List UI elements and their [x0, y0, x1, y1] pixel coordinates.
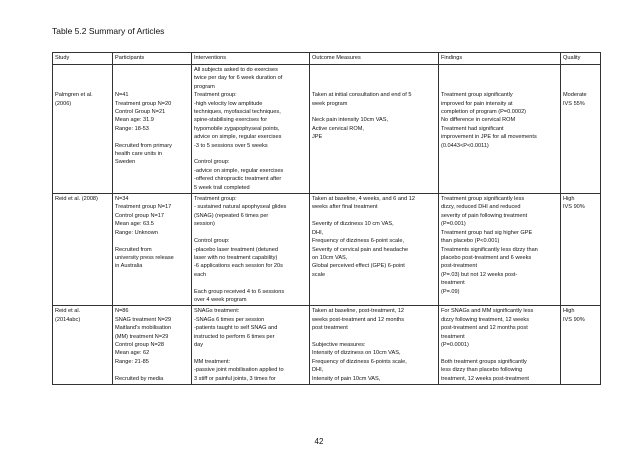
page-number: 42 [314, 437, 324, 446]
cell-text-line: No difference in cervical ROM [441, 117, 516, 124]
cell-text-line [194, 349, 307, 357]
cell-text-line: Control Group N=21 [115, 108, 166, 115]
cell-text-line: advice on simple, regular exercises [194, 134, 282, 141]
cell-text-line: hypomobile zygapophyseal points, [194, 125, 280, 132]
cell-text-line: Palmgren et al. [55, 92, 93, 99]
cell-text-line: SNAG treatment N=29 [115, 316, 172, 323]
column-header-interventions: Interventions [192, 53, 310, 65]
cell-text-line: Treatment group significantly less [441, 196, 525, 203]
cell-text-line: Severity of dizziness 10 cm VAS, [312, 221, 394, 228]
table-cell-findings [439, 65, 561, 194]
table-cell-quality [561, 65, 601, 194]
cell-text-line [115, 66, 189, 74]
cell-text-line: Treatment group: [194, 196, 237, 203]
cell-text-line: post treatment [312, 325, 348, 332]
cell-text-line: in Australia [115, 263, 143, 270]
cell-text-line: For SNAGs and MM significantly less [441, 308, 534, 315]
cell-text-line: (0.0443<P<0.0011) [441, 142, 489, 149]
cell-text-line [563, 83, 598, 91]
cell-text-line: scale [312, 271, 326, 278]
cell-text-line: Frequency of dizziness 6-point scale, [312, 238, 405, 245]
cell-text-line: -placebo laser treatment (detuned [194, 246, 278, 253]
column-header-outcome-measures: Outcome Measures [310, 53, 439, 65]
cell-text-line: Control group N=17 [115, 212, 164, 219]
cell-text-line: each [194, 271, 207, 278]
cell-text-line: IVS 90% [563, 204, 585, 211]
cell-text-line: High [563, 308, 575, 315]
table-cell-outcomes [310, 194, 439, 306]
column-header-findings: Findings [439, 53, 561, 65]
table-cell-interventions [192, 306, 310, 385]
cell-text-line: JPE [312, 134, 323, 141]
cell-text-line: Range: 21-85 [115, 358, 149, 365]
cell-text-line: dizzy, reduced DHI and reduced [441, 204, 521, 211]
cell-text-line: Treatments significantly less dizzy than [441, 246, 538, 253]
cell-text-line: over 4 week program [194, 296, 247, 303]
cell-text-line: Moderate [563, 92, 587, 99]
cell-text-line: health care units in [115, 151, 162, 157]
table-cell-participants [113, 65, 192, 194]
cell-text-line: Each group received 4 to 6 sessions [194, 288, 285, 295]
cell-text-line [115, 237, 189, 245]
cell-text-line: Recruited from [115, 246, 152, 253]
cell-text-line: improvement in JPE for all movements [441, 134, 537, 141]
cell-text-line: week program [312, 100, 348, 107]
cell-text-line: Range: Unknown [115, 229, 158, 236]
cell-text-line: (P=.03) but not 12 weeks post- [441, 271, 518, 278]
cell-text-line: SNAGs treatment: [194, 308, 240, 315]
cell-text-line: Treatment group significantly [441, 92, 513, 99]
cell-text-line: DHI, [312, 229, 324, 236]
cell-text-line [115, 366, 189, 374]
cell-text-line: MM treatment: [194, 358, 231, 365]
table-cell-quality [561, 306, 601, 385]
cell-text-line: Control group: [194, 159, 230, 166]
cell-text-line: (MM) treatment N=29 [115, 333, 169, 340]
cell-text-line: Taken at baseline, post-treatment, 12 [312, 308, 405, 315]
cell-text-line: post-treatment [441, 263, 478, 270]
cell-text-line: (SNAG) (repeated 6 times per [194, 212, 269, 219]
table-cell-outcomes [310, 306, 439, 385]
cell-text-line: (2014abc) [55, 316, 81, 323]
cell-text-line: Treatment group had sig higher GPE [441, 229, 533, 236]
cell-text-line [194, 279, 307, 287]
cell-text-line: than placebo (P<0.001) [441, 238, 500, 245]
cell-text-line: instructed to perform 6 times per [194, 333, 275, 340]
cell-text-line [55, 66, 110, 74]
cell-text-line: improved for pain intensity at [441, 100, 513, 107]
cell-text-line [312, 333, 436, 341]
cell-text-line: -passive joint mobilisation applied to [194, 367, 284, 374]
cell-text-line: Both treatment groups significantly [441, 358, 527, 365]
cell-text-line: 3 stiff or painful joints, 3 times for [194, 375, 276, 382]
cell-text-line: dizzy following treatment, 12 weeks [441, 316, 529, 323]
cell-text-line [194, 150, 307, 158]
cell-text-line: 5 week trail completed [194, 184, 250, 191]
cell-text-line: -advice on simple, regular exercises [194, 167, 284, 174]
cell-text-line: university press release [115, 254, 174, 261]
cell-text-line: Treatment group N=20 [115, 100, 172, 107]
table-cell-participants [113, 194, 192, 306]
cell-text-line: Recruited from primary [115, 142, 172, 149]
cell-text-line: -high velocity low amplitude [194, 100, 263, 107]
table-cell-study [53, 194, 113, 306]
cell-text-line: day [194, 341, 204, 348]
table-cell-participants [113, 306, 192, 385]
cell-text-line: Severity of cervical pain and headache [312, 246, 409, 253]
cell-text-line [563, 66, 598, 74]
cell-text-line: Global perceived effect (GPE) 6-point [312, 263, 405, 270]
cell-text-line: treatment [441, 333, 465, 340]
table-cell-findings [439, 194, 561, 306]
cell-text-line: Taken at initial consultation and end of 5 [312, 92, 412, 99]
cell-text-line: N=34 [115, 196, 129, 203]
table-header-row [53, 53, 601, 65]
cell-text-line: post-treatment and 12 months post [441, 325, 528, 332]
cell-text-line [312, 212, 436, 220]
cell-text-line: N=86 [115, 308, 129, 315]
cell-text-line: (P=0.0001) [441, 341, 469, 348]
cell-text-line: (2006) [55, 100, 72, 107]
cell-text-line: weeks after final treatment [312, 204, 378, 211]
cell-text-line: Intensity of pain 10cm VAS, [312, 375, 381, 382]
cell-text-line: Reid et al. [55, 308, 81, 315]
cell-text-line: Treatment group: [194, 92, 237, 99]
cell-text-line [194, 229, 307, 237]
cell-text-line: session) [194, 221, 215, 228]
cell-text-line: Frequency of dizziness 6-points scale, [312, 358, 407, 365]
cell-text-line: Subjective measures: [312, 341, 366, 348]
cell-text-line: Treatment had significant [441, 125, 504, 132]
cell-text-line [55, 74, 110, 82]
cell-text-line [441, 66, 558, 74]
table-row [53, 65, 601, 194]
cell-text-line: Sweden [115, 159, 136, 166]
cell-text-line: All subjects asked to do exercises [194, 67, 278, 73]
cell-text-line: placebo post-treatment and 6 weeks [441, 254, 532, 261]
cell-text-line: (P=0.001) [441, 221, 466, 228]
cell-text-line: - sustained natural apophyseal glides [194, 204, 287, 211]
cell-text-line [115, 133, 189, 141]
column-header-participants: Participants [113, 53, 192, 65]
cell-text-line [441, 74, 558, 82]
table-row [53, 194, 601, 306]
cell-text-line: Active cervical ROM, [312, 125, 364, 132]
cell-text-line: Treatment group N=17 [115, 204, 172, 211]
cell-text-line [441, 349, 558, 357]
cell-text-line: -patients taught to self SNAG and [194, 325, 278, 332]
table-cell-outcomes [310, 65, 439, 194]
cell-text-line: less dizzy than placebo following [441, 367, 523, 374]
cell-text-line: twice per day for 6 week duration of [194, 75, 283, 82]
cell-text-line: severity of pain following treatment [441, 212, 528, 219]
cell-text-line: techniques, myofascial techniques, [194, 109, 281, 116]
cell-text-line: Mean age: 31.9 [115, 117, 154, 124]
cell-text-line [115, 83, 189, 91]
column-header-quality: Quality [561, 53, 601, 65]
cell-text-line: Mean age: 63.5 [115, 221, 154, 228]
cell-text-line: treatment, 12 weeks post-treatment [441, 375, 529, 382]
cell-text-line: High [563, 196, 575, 203]
cell-text-line: IVS 90% [563, 316, 585, 323]
cell-text-line: Control group N=28 [115, 341, 164, 348]
cell-text-line: (P=.09) [441, 288, 460, 295]
cell-text-line: Recruited by media [115, 375, 164, 382]
cell-text-line: Range: 18-53 [115, 125, 149, 132]
cell-text-line: Reid et al. (2008) [55, 196, 98, 203]
cell-text-line [312, 108, 436, 116]
table-row [53, 306, 601, 385]
cell-text-line: program [194, 83, 215, 90]
cell-text-line: weeks post-treatment and 12 months [312, 316, 405, 323]
table-cell-quality [561, 194, 601, 306]
table-cell-findings [439, 306, 561, 385]
cell-text-line: IVS 55% [563, 100, 585, 107]
cell-text-line [55, 83, 110, 91]
cell-text-line [441, 83, 558, 91]
cell-text-line: -SNAGs 6 times per session [194, 316, 265, 323]
cell-text-line: spine-stabilising exercises for [194, 117, 268, 124]
cell-text-line [312, 66, 436, 74]
table-caption: Table 5.2 Summary of Articles [52, 26, 165, 36]
cell-text-line: Control group: [194, 238, 230, 245]
table-cell-study [53, 306, 113, 385]
cell-text-line: treatment [441, 280, 465, 287]
cell-text-line: Taken at baseline, 4 weeks, and 6 and 12 [312, 196, 415, 203]
cell-text-line [563, 74, 598, 82]
cell-text-line: -6 applications each session for 20s [194, 263, 283, 270]
cell-text-line [312, 74, 436, 82]
cell-text-line: Mean age: 62 [115, 350, 150, 357]
table-cell-interventions [192, 65, 310, 194]
table-cell-study [53, 65, 113, 194]
cell-text-line [115, 74, 189, 82]
cell-text-line [312, 83, 436, 91]
articles-summary-table [52, 52, 601, 385]
cell-text-line: Intensity of dizziness on 10cm VAS, [312, 350, 401, 357]
cell-text-line: laser with no treatment capability) [194, 254, 278, 261]
cell-text-line: Maitland's mobilisation [115, 325, 172, 332]
cell-text-line: completion of program (P=0.0002) [441, 108, 527, 115]
column-header-study: Study [53, 53, 113, 65]
cell-text-line: Neck pain intensity 10cm VAS, [312, 117, 389, 124]
cell-text-line: -3 to 5 sessions over 5 weeks [194, 142, 268, 149]
cell-text-line: on 10cm VAS, [312, 254, 348, 261]
cell-text-line: DHI, [312, 367, 324, 374]
cell-text-line: N=41 [115, 92, 129, 99]
table-cell-interventions [192, 194, 310, 306]
cell-text-line: -offered chiropractic treatment after [194, 176, 282, 183]
